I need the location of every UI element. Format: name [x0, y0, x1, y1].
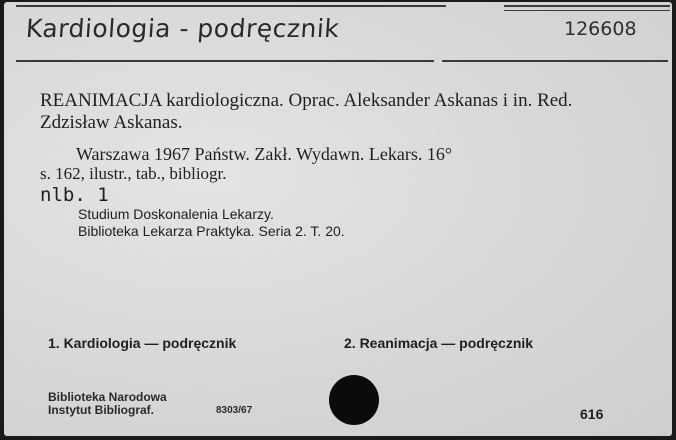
top-rule-left [16, 5, 446, 7]
institution-line-1: Biblioteka Narodowa [48, 390, 167, 404]
title-entry: REANIMACJA kardiologiczna. Oprac. Aleksander Askanas i in. Red. Zdzisław Askanas. [40, 90, 573, 133]
top-rule-under [504, 10, 670, 11]
heading-underline-right [442, 60, 668, 62]
heading-underline-left [16, 60, 434, 62]
series-line-1: Studium Doskonalenia Lekarzy. [78, 206, 274, 222]
series-notes [78, 206, 345, 240]
catalog-card [4, 2, 672, 436]
collation: s. 162, ilustr., tab., bibliogr. [40, 164, 227, 183]
subject-tracings [48, 335, 648, 351]
subject-1: 1. Kardiologia — podręcznik [48, 335, 237, 351]
nlb-note: nlb. 1 [40, 184, 109, 206]
punch-hole [329, 375, 379, 425]
card-number: 616 [580, 406, 604, 422]
subject-2: 2. Reanimacja — podręcznik [344, 335, 534, 351]
call-number: 126608 [564, 18, 637, 40]
subject-heading: Kardiologia - podręcznik [24, 14, 341, 43]
series-line-2: Biblioteka Lekarza Praktyka. Seria 2. T. 20. [78, 223, 345, 239]
imprint: Warszawa 1967 Państw. Zakł. Wydawn. Lekars. 16° [76, 144, 453, 164]
institution-line-2: Instytut Bibliograf. [48, 403, 154, 417]
stamp-number: 8303/67 [216, 405, 253, 416]
top-rule-right [504, 5, 670, 7]
institution-imprint [48, 390, 253, 417]
